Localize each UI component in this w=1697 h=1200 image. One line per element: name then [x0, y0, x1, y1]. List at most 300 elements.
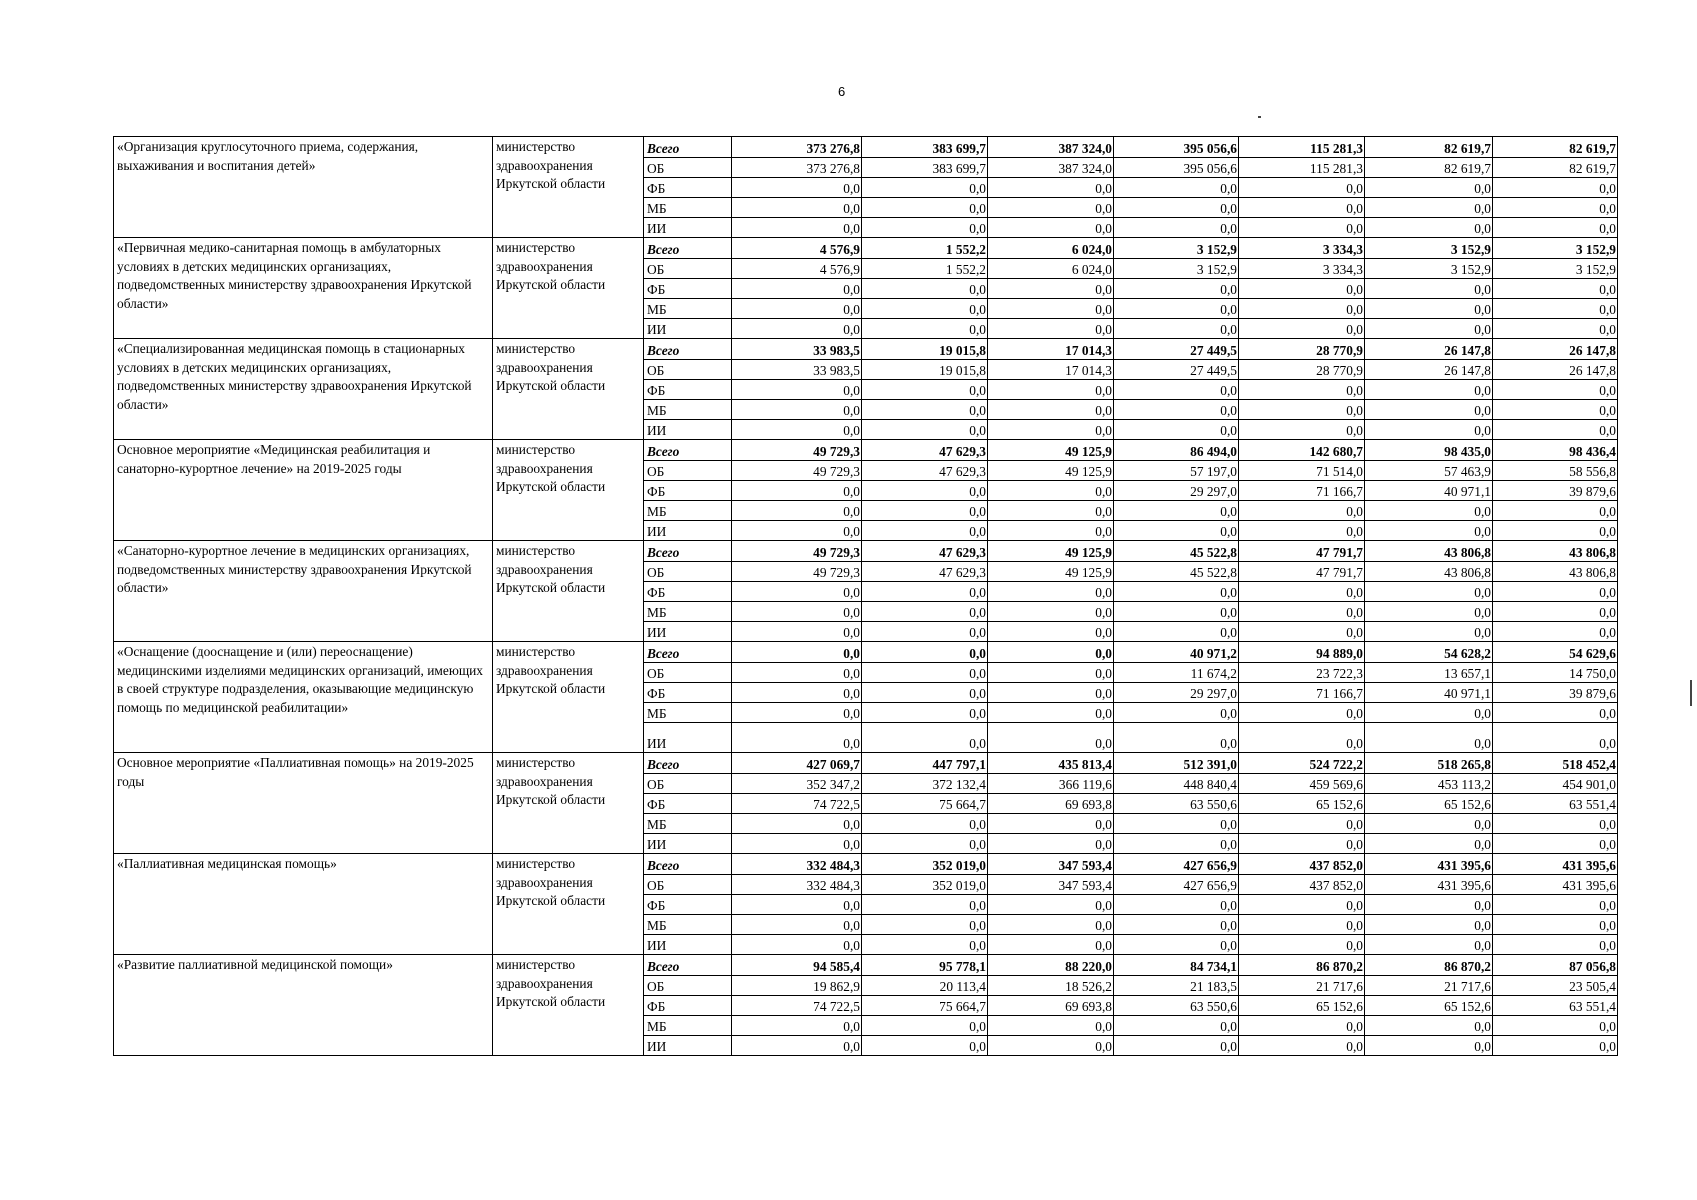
amount-cell: 0,0: [1493, 380, 1618, 400]
amount-cell: 0,0: [988, 1016, 1114, 1036]
funding-source: ФБ: [644, 380, 732, 400]
amount-cell: 69 693,8: [988, 794, 1114, 814]
amount-cell: 43 806,8: [1493, 541, 1618, 562]
amount-cell: 45 522,8: [1114, 562, 1239, 582]
amount-cell: 0,0: [1239, 218, 1365, 238]
amount-cell: 0,0: [732, 582, 862, 602]
funding-source: ИИ: [644, 420, 732, 440]
funding-source: ИИ: [644, 935, 732, 955]
amount-cell: 0,0: [1114, 400, 1239, 420]
amount-cell: 27 449,5: [1114, 360, 1239, 380]
amount-cell: 0,0: [1239, 178, 1365, 198]
table-row: [114, 854, 1618, 875]
amount-cell: 0,0: [862, 582, 988, 602]
amount-cell: 0,0: [988, 400, 1114, 420]
amount-cell: 0,0: [1493, 834, 1618, 854]
amount-cell: 0,0: [1239, 935, 1365, 955]
amount-cell: 0,0: [988, 420, 1114, 440]
amount-cell: 0,0: [1239, 521, 1365, 541]
amount-cell: 0,0: [1365, 895, 1493, 915]
executor: министерство здравоохранения Иркутской области: [493, 339, 644, 440]
amount-cell: 0,0: [862, 683, 988, 703]
amount-cell: 0,0: [862, 400, 988, 420]
amount-cell: 0,0: [862, 420, 988, 440]
amount-cell: 0,0: [732, 178, 862, 198]
amount-cell: 0,0: [1365, 622, 1493, 642]
amount-cell: 0,0: [988, 814, 1114, 834]
funding-source: ИИ: [644, 319, 732, 339]
amount-cell: 0,0: [1239, 723, 1365, 753]
activity-name: «Паллиативная медицинская помощь»: [114, 854, 493, 955]
amount-cell: 0,0: [1114, 895, 1239, 915]
amount-cell: 373 276,8: [732, 137, 862, 158]
funding-source: ФБ: [644, 279, 732, 299]
amount-cell: 82 619,7: [1365, 137, 1493, 158]
amount-cell: 86 494,0: [1114, 440, 1239, 461]
executor: министерство здравоохранения Иркутской области: [493, 238, 644, 339]
amount-cell: 82 619,7: [1493, 137, 1618, 158]
amount-cell: 0,0: [988, 895, 1114, 915]
table-row: [114, 642, 1618, 663]
amount-cell: 0,0: [1114, 299, 1239, 319]
funding-source: ОБ: [644, 259, 732, 279]
amount-cell: 0,0: [862, 935, 988, 955]
amount-cell: 49 125,9: [988, 562, 1114, 582]
amount-cell: 65 152,6: [1365, 996, 1493, 1016]
table-row: [114, 238, 1618, 259]
funding-source: ОБ: [644, 562, 732, 582]
amount-cell: 0,0: [1493, 895, 1618, 915]
amount-cell: 512 391,0: [1114, 753, 1239, 774]
amount-cell: 0,0: [1493, 178, 1618, 198]
amount-cell: 0,0: [1114, 218, 1239, 238]
amount-cell: 427 656,9: [1114, 854, 1239, 875]
funding-source: ОБ: [644, 774, 732, 794]
amount-cell: 0,0: [1114, 602, 1239, 622]
funding-source: МБ: [644, 299, 732, 319]
amount-cell: 3 152,9: [1365, 259, 1493, 279]
amount-cell: 437 852,0: [1239, 875, 1365, 895]
amount-cell: 86 870,2: [1239, 955, 1365, 976]
amount-cell: 3 334,3: [1239, 238, 1365, 259]
amount-cell: 75 664,7: [862, 996, 988, 1016]
amount-cell: 0,0: [862, 279, 988, 299]
amount-cell: 0,0: [1493, 622, 1618, 642]
amount-cell: 58 556,8: [1493, 461, 1618, 481]
table-row: [114, 541, 1618, 562]
amount-cell: 453 113,2: [1365, 774, 1493, 794]
amount-cell: 98 436,4: [1493, 440, 1618, 461]
amount-cell: 0,0: [732, 521, 862, 541]
funding-source: Всего: [644, 238, 732, 259]
funding-source: Всего: [644, 137, 732, 158]
amount-cell: 17 014,3: [988, 360, 1114, 380]
amount-cell: 0,0: [1239, 501, 1365, 521]
amount-cell: 0,0: [1493, 521, 1618, 541]
funding-source: МБ: [644, 501, 732, 521]
amount-cell: 0,0: [732, 935, 862, 955]
amount-cell: 0,0: [1239, 1036, 1365, 1056]
executor: министерство здравоохранения Иркутской области: [493, 541, 644, 642]
executor: министерство здравоохранения Иркутской области: [493, 753, 644, 854]
amount-cell: 431 395,6: [1365, 854, 1493, 875]
amount-cell: 0,0: [1365, 1036, 1493, 1056]
amount-cell: 0,0: [1114, 1016, 1239, 1036]
amount-cell: 0,0: [1493, 1016, 1618, 1036]
amount-cell: 23 722,3: [1239, 663, 1365, 683]
amount-cell: 82 619,7: [1493, 158, 1618, 178]
amount-cell: 47 629,3: [862, 440, 988, 461]
funding-source: ФБ: [644, 582, 732, 602]
amount-cell: 87 056,8: [1493, 955, 1618, 976]
amount-cell: 49 729,3: [732, 541, 862, 562]
amount-cell: 82 619,7: [1365, 158, 1493, 178]
amount-cell: 40 971,1: [1365, 683, 1493, 703]
activity-name: Основное мероприятие «Паллиативная помощь» на 2019-2025 годы: [114, 753, 493, 854]
amount-cell: 0,0: [1239, 380, 1365, 400]
funding-source: Всего: [644, 642, 732, 663]
executor: министерство здравоохранения Иркутской области: [493, 854, 644, 955]
amount-cell: 65 152,6: [1365, 794, 1493, 814]
activity-name: «Специализированная медицинская помощь в стационарных условиях в детских медицинских организациях, подведомственных министерству здравоохранения Иркутской области»: [114, 339, 493, 440]
amount-cell: 0,0: [732, 895, 862, 915]
amount-cell: 332 484,3: [732, 854, 862, 875]
amount-cell: 0,0: [1493, 400, 1618, 420]
funding-source: ИИ: [644, 521, 732, 541]
amount-cell: 431 395,6: [1493, 854, 1618, 875]
activity-name: «Санаторно-курортное лечение в медицинских организациях, подведомственных министерству здравоохранения Иркутской области»: [114, 541, 493, 642]
amount-cell: 0,0: [1365, 521, 1493, 541]
amount-cell: 0,0: [988, 218, 1114, 238]
amount-cell: 0,0: [1114, 178, 1239, 198]
amount-cell: 0,0: [732, 198, 862, 218]
amount-cell: 63 550,6: [1114, 794, 1239, 814]
funding-source: МБ: [644, 1016, 732, 1036]
amount-cell: 0,0: [1114, 582, 1239, 602]
amount-cell: 0,0: [1239, 1016, 1365, 1036]
amount-cell: 0,0: [988, 501, 1114, 521]
amount-cell: 0,0: [732, 915, 862, 935]
funding-source: Всего: [644, 955, 732, 976]
amount-cell: 0,0: [732, 814, 862, 834]
amount-cell: 0,0: [732, 642, 862, 663]
amount-cell: 0,0: [732, 481, 862, 501]
amount-cell: 0,0: [732, 420, 862, 440]
amount-cell: 0,0: [862, 299, 988, 319]
amount-cell: 0,0: [1239, 622, 1365, 642]
amount-cell: 0,0: [988, 178, 1114, 198]
amount-cell: 0,0: [732, 380, 862, 400]
amount-cell: 383 699,7: [862, 158, 988, 178]
amount-cell: 0,0: [1114, 834, 1239, 854]
amount-cell: 0,0: [862, 380, 988, 400]
amount-cell: 524 722,2: [1239, 753, 1365, 774]
funding-source: ОБ: [644, 663, 732, 683]
amount-cell: 21 717,6: [1365, 976, 1493, 996]
amount-cell: 54 628,2: [1365, 642, 1493, 663]
amount-cell: 63 551,4: [1493, 794, 1618, 814]
amount-cell: 28 770,9: [1239, 339, 1365, 360]
funding-source: ОБ: [644, 461, 732, 481]
amount-cell: 0,0: [862, 915, 988, 935]
amount-cell: 0,0: [1365, 380, 1493, 400]
amount-cell: 0,0: [732, 723, 862, 753]
activity-name: «Развитие паллиативной медицинской помощи»: [114, 955, 493, 1056]
amount-cell: 0,0: [862, 198, 988, 218]
amount-cell: 49 729,3: [732, 562, 862, 582]
amount-cell: 142 680,7: [1239, 440, 1365, 461]
amount-cell: 29 297,0: [1114, 683, 1239, 703]
amount-cell: 0,0: [1239, 895, 1365, 915]
amount-cell: 94 585,4: [732, 955, 862, 976]
amount-cell: 0,0: [1114, 915, 1239, 935]
amount-cell: 0,0: [1365, 602, 1493, 622]
amount-cell: 0,0: [732, 703, 862, 723]
amount-cell: 27 449,5: [1114, 339, 1239, 360]
amount-cell: 0,0: [1493, 501, 1618, 521]
page-number: 6: [838, 84, 846, 99]
amount-cell: 0,0: [1493, 582, 1618, 602]
amount-cell: 0,0: [732, 663, 862, 683]
amount-cell: 0,0: [988, 602, 1114, 622]
amount-cell: 387 324,0: [988, 158, 1114, 178]
funding-source: ФБ: [644, 895, 732, 915]
amount-cell: 0,0: [1493, 218, 1618, 238]
amount-cell: 0,0: [732, 501, 862, 521]
activity-name: «Первичная медико-санитарная помощь в амбулаторных условиях в детских медицинских организациях, подведомственных министерству здравоохранения Иркутской области»: [114, 238, 493, 339]
amount-cell: 352 347,2: [732, 774, 862, 794]
funding-source: ФБ: [644, 481, 732, 501]
amount-cell: 0,0: [1493, 915, 1618, 935]
amount-cell: 0,0: [1239, 834, 1365, 854]
amount-cell: 0,0: [988, 380, 1114, 400]
amount-cell: 47 629,3: [862, 541, 988, 562]
amount-cell: 0,0: [1239, 299, 1365, 319]
amount-cell: 0,0: [1365, 834, 1493, 854]
amount-cell: 40 971,1: [1365, 481, 1493, 501]
amount-cell: 0,0: [862, 319, 988, 339]
amount-cell: 74 722,5: [732, 996, 862, 1016]
amount-cell: 84 734,1: [1114, 955, 1239, 976]
table-row: [114, 440, 1618, 461]
amount-cell: 0,0: [1114, 622, 1239, 642]
amount-cell: 0,0: [1365, 915, 1493, 935]
amount-cell: 0,0: [732, 299, 862, 319]
amount-cell: 447 797,1: [862, 753, 988, 774]
funding-source: ФБ: [644, 683, 732, 703]
amount-cell: 49 729,3: [732, 461, 862, 481]
funding-source: ИИ: [644, 1036, 732, 1056]
amount-cell: 39 879,6: [1493, 481, 1618, 501]
amount-cell: 3 152,9: [1114, 259, 1239, 279]
table-row: [114, 955, 1618, 976]
amount-cell: 13 657,1: [1365, 663, 1493, 683]
table-row: [114, 137, 1618, 158]
amount-cell: 0,0: [1114, 703, 1239, 723]
amount-cell: 94 889,0: [1239, 642, 1365, 663]
amount-cell: 0,0: [1365, 582, 1493, 602]
amount-cell: 0,0: [1365, 178, 1493, 198]
amount-cell: 6 024,0: [988, 238, 1114, 259]
amount-cell: 0,0: [1239, 814, 1365, 834]
amount-cell: 0,0: [1365, 935, 1493, 955]
amount-cell: 435 813,4: [988, 753, 1114, 774]
amount-cell: 43 806,8: [1493, 562, 1618, 582]
amount-cell: 0,0: [1114, 198, 1239, 218]
amount-cell: 0,0: [1239, 602, 1365, 622]
funding-source: ИИ: [644, 622, 732, 642]
amount-cell: 4 576,9: [732, 238, 862, 259]
amount-cell: 0,0: [862, 178, 988, 198]
table-row: [114, 753, 1618, 774]
amount-cell: 115 281,3: [1239, 158, 1365, 178]
amount-cell: 71 166,7: [1239, 683, 1365, 703]
amount-cell: 0,0: [988, 683, 1114, 703]
amount-cell: 387 324,0: [988, 137, 1114, 158]
amount-cell: 0,0: [862, 703, 988, 723]
amount-cell: 75 664,7: [862, 794, 988, 814]
activity-name: «Организация круглосуточного приема, содержания, выхаживания и воспитания детей»: [114, 137, 493, 238]
amount-cell: 448 840,4: [1114, 774, 1239, 794]
amount-cell: 26 147,8: [1493, 360, 1618, 380]
amount-cell: 47 629,3: [862, 562, 988, 582]
amount-cell: 352 019,0: [862, 854, 988, 875]
amount-cell: 3 152,9: [1114, 238, 1239, 259]
amount-cell: 0,0: [732, 1036, 862, 1056]
amount-cell: 26 147,8: [1493, 339, 1618, 360]
funding-source: МБ: [644, 703, 732, 723]
amount-cell: 0,0: [1239, 703, 1365, 723]
amount-cell: 0,0: [862, 895, 988, 915]
amount-cell: 19 862,9: [732, 976, 862, 996]
amount-cell: 373 276,8: [732, 158, 862, 178]
amount-cell: 0,0: [1239, 582, 1365, 602]
funding-source: ИИ: [644, 723, 732, 753]
amount-cell: 0,0: [1114, 1036, 1239, 1056]
amount-cell: 0,0: [1239, 319, 1365, 339]
amount-cell: 395 056,6: [1114, 137, 1239, 158]
amount-cell: 4 576,9: [732, 259, 862, 279]
amount-cell: 74 722,5: [732, 794, 862, 814]
amount-cell: 0,0: [862, 1016, 988, 1036]
funding-source: ФБ: [644, 178, 732, 198]
amount-cell: 0,0: [1239, 400, 1365, 420]
amount-cell: 47 629,3: [862, 461, 988, 481]
amount-cell: 0,0: [862, 481, 988, 501]
amount-cell: 0,0: [1114, 521, 1239, 541]
funding-source: ОБ: [644, 158, 732, 178]
amount-cell: 65 152,6: [1239, 794, 1365, 814]
amount-cell: 0,0: [862, 834, 988, 854]
amount-cell: 21 183,5: [1114, 976, 1239, 996]
funding-table: [113, 136, 1618, 1056]
funding-source: МБ: [644, 198, 732, 218]
amount-cell: 0,0: [732, 400, 862, 420]
amount-cell: 0,0: [732, 279, 862, 299]
amount-cell: 0,0: [732, 218, 862, 238]
amount-cell: 1 552,2: [862, 238, 988, 259]
amount-cell: 427 656,9: [1114, 875, 1239, 895]
amount-cell: 0,0: [1239, 279, 1365, 299]
amount-cell: 0,0: [1493, 602, 1618, 622]
margin-mark: [1690, 680, 1692, 706]
amount-cell: 0,0: [988, 279, 1114, 299]
activity-name: Основное мероприятие «Медицинская реабилитация и санаторно-курортное лечение» на 2019-2025 годы: [114, 440, 493, 541]
amount-cell: 0,0: [988, 723, 1114, 753]
amount-cell: 0,0: [862, 723, 988, 753]
amount-cell: 47 791,7: [1239, 562, 1365, 582]
amount-cell: 20 113,4: [862, 976, 988, 996]
amount-cell: 0,0: [1493, 420, 1618, 440]
amount-cell: 3 152,9: [1493, 238, 1618, 259]
amount-cell: 0,0: [732, 683, 862, 703]
amount-cell: 86 870,2: [1365, 955, 1493, 976]
amount-cell: 0,0: [1365, 501, 1493, 521]
amount-cell: 347 593,4: [988, 854, 1114, 875]
amount-cell: 47 791,7: [1239, 541, 1365, 562]
amount-cell: 383 699,7: [862, 137, 988, 158]
funding-source: ОБ: [644, 875, 732, 895]
amount-cell: 65 152,6: [1239, 996, 1365, 1016]
amount-cell: 29 297,0: [1114, 481, 1239, 501]
amount-cell: 63 550,6: [1114, 996, 1239, 1016]
amount-cell: 0,0: [1365, 279, 1493, 299]
amount-cell: 26 147,8: [1365, 339, 1493, 360]
amount-cell: 454 901,0: [1493, 774, 1618, 794]
amount-cell: 3 152,9: [1493, 259, 1618, 279]
amount-cell: 6 024,0: [988, 259, 1114, 279]
amount-cell: 0,0: [1365, 198, 1493, 218]
amount-cell: 0,0: [1114, 723, 1239, 753]
amount-cell: 57 197,0: [1114, 461, 1239, 481]
amount-cell: 69 693,8: [988, 996, 1114, 1016]
amount-cell: 33 983,5: [732, 339, 862, 360]
amount-cell: 427 069,7: [732, 753, 862, 774]
amount-cell: 0,0: [1365, 299, 1493, 319]
amount-cell: 49 125,9: [988, 541, 1114, 562]
amount-cell: 0,0: [1493, 1036, 1618, 1056]
funding-source: ФБ: [644, 794, 732, 814]
amount-cell: 459 569,6: [1239, 774, 1365, 794]
amount-cell: 0,0: [862, 218, 988, 238]
amount-cell: 0,0: [732, 1016, 862, 1036]
funding-source: МБ: [644, 814, 732, 834]
amount-cell: 0,0: [862, 521, 988, 541]
amount-cell: 28 770,9: [1239, 360, 1365, 380]
amount-cell: 395 056,6: [1114, 158, 1239, 178]
amount-cell: 39 879,6: [1493, 683, 1618, 703]
amount-cell: 3 152,9: [1365, 238, 1493, 259]
amount-cell: 1 552,2: [862, 259, 988, 279]
funding-source: Всего: [644, 854, 732, 875]
amount-cell: 0,0: [988, 703, 1114, 723]
amount-cell: 0,0: [732, 319, 862, 339]
amount-cell: 0,0: [1493, 703, 1618, 723]
funding-source: ОБ: [644, 976, 732, 996]
amount-cell: 0,0: [1114, 319, 1239, 339]
amount-cell: 49 125,9: [988, 440, 1114, 461]
amount-cell: 0,0: [988, 642, 1114, 663]
table-row: [114, 339, 1618, 360]
amount-cell: 14 750,0: [1493, 663, 1618, 683]
amount-cell: 0,0: [988, 299, 1114, 319]
amount-cell: 0,0: [1365, 319, 1493, 339]
amount-cell: 0,0: [988, 622, 1114, 642]
amount-cell: 0,0: [1365, 218, 1493, 238]
amount-cell: 0,0: [1365, 723, 1493, 753]
funding-source: ИИ: [644, 218, 732, 238]
amount-cell: 21 717,6: [1239, 976, 1365, 996]
